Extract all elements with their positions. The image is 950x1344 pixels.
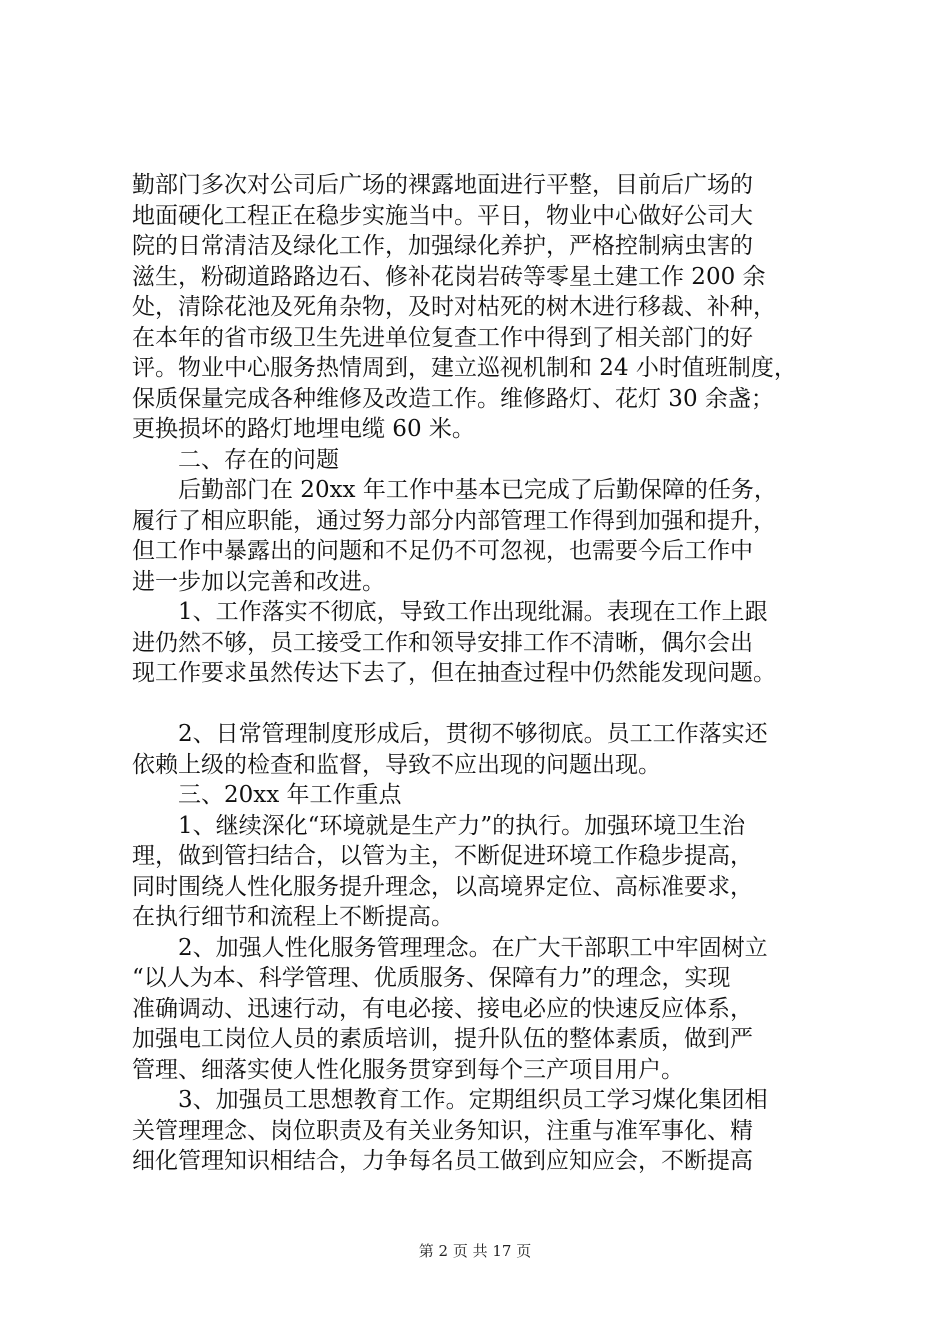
- paragraph-start-line: 2、加强人性化服务管理理念。在广大干部职工中牢固树立: [178, 934, 768, 961]
- text-line: 滋生，粉砌道路路边石、修补花岗岩砖等零星土建工作 200 余: [132, 263, 766, 290]
- text-line: 院的日常清洁及绿化工作，加强绿化养护，严格控制病虫害的: [132, 233, 753, 259]
- text-line: 关管理理念、岗位职责及有关业务知识，注重与准军事化、精: [132, 1117, 753, 1144]
- text-line: “以人为本、科学管理、优质服务、保障有力”的理念，实现: [132, 965, 731, 991]
- page-footer: 第 2 页 共 17 页: [418, 1242, 532, 1260]
- text-line: 在执行细节和流程上不断提高。: [132, 904, 454, 930]
- text-line: 理，做到管扫结合，以管为主，不断促进环境工作稳步提高，: [132, 843, 753, 869]
- paragraph-start-line: 1、继续深化“环境就是生产力”的执行。加强环境卫生治: [178, 812, 746, 839]
- text-line: 现工作要求虽然传达下去了，但在抽查过程中仍然能发现问题。: [132, 660, 776, 686]
- text-line: [132, 689, 832, 720]
- paragraph-start-line: 3、加强员工思想教育工作。定期组织员工学习煤化集团相: [178, 1087, 768, 1113]
- text-line: 评。物业中心服务热情周到，建立巡视机制和 24 小时值班制度，: [132, 355, 797, 381]
- text-line: 保质保量完成各种维修及改造工作。维修路灯、花灯 30 余盏；: [132, 385, 774, 412]
- paragraph-start-line: 2、日常管理制度形成后，贯彻不够彻底。员工工作落实还: [178, 721, 768, 747]
- text-line: 进仍然不够，员工接受工作和领导安排工作不清晰，偶尔会出: [132, 629, 753, 656]
- text-line: 地面硬化工程正在稳步实施当中。平日，物业中心做好公司大: [132, 202, 753, 229]
- text-line: 细化管理知识相结合，力争每名员工做到应知应会，不断提高: [132, 1148, 753, 1174]
- text-line: 同时围绕人性化服务提升理念，以高境界定位、高标准要求，: [132, 873, 753, 900]
- paragraph-start-line: 1、工作落实不彻底，导致工作出现纰漏。表现在工作上跟: [178, 599, 768, 625]
- text-line: 加强电工岗位人员的素质培训，提升队伍的整体素质，做到严: [132, 1026, 753, 1052]
- text-line: 处，清除花池及死角杂物，及时对枯死的树木进行移裁、补种，: [132, 294, 776, 320]
- text-line: 履行了相应职能，通过努力部分内部管理工作得到加强和提升，: [132, 507, 776, 534]
- text-line: 但工作中暴露出的问题和不足仍不可忽视，也需要今后工作中: [132, 538, 753, 564]
- paragraph-start-line: 二、存在的问题: [178, 446, 339, 473]
- document-body: [132, 170, 832, 1177]
- text-line: 勤部门多次对公司后广场的裸露地面进行平整，目前后广场的: [132, 172, 753, 198]
- text-line: 准确调动、迅速行动，有电必接、接电必应的快速反应体系，: [132, 995, 753, 1022]
- text-line: 进一步加以完善和改进。: [132, 568, 385, 595]
- text-line: 在本年的省市级卫生先进单位复查工作中得到了相关部门的好: [132, 324, 753, 351]
- text-line: 管理、细落实使人性化服务贯穿到每个三产项目用户。: [132, 1056, 684, 1083]
- paragraph-start-line: 后勤部门在 20xx 年工作中基本已完成了后勤保障的任务，: [178, 477, 777, 503]
- text-line: 依赖上级的检查和监督，导致不应出现的问题出现。: [132, 751, 661, 778]
- text-line: 更换损坏的路灯地埋电缆 60 米。: [132, 416, 475, 442]
- paragraph-start-line: 三、20xx 年工作重点: [178, 782, 402, 808]
